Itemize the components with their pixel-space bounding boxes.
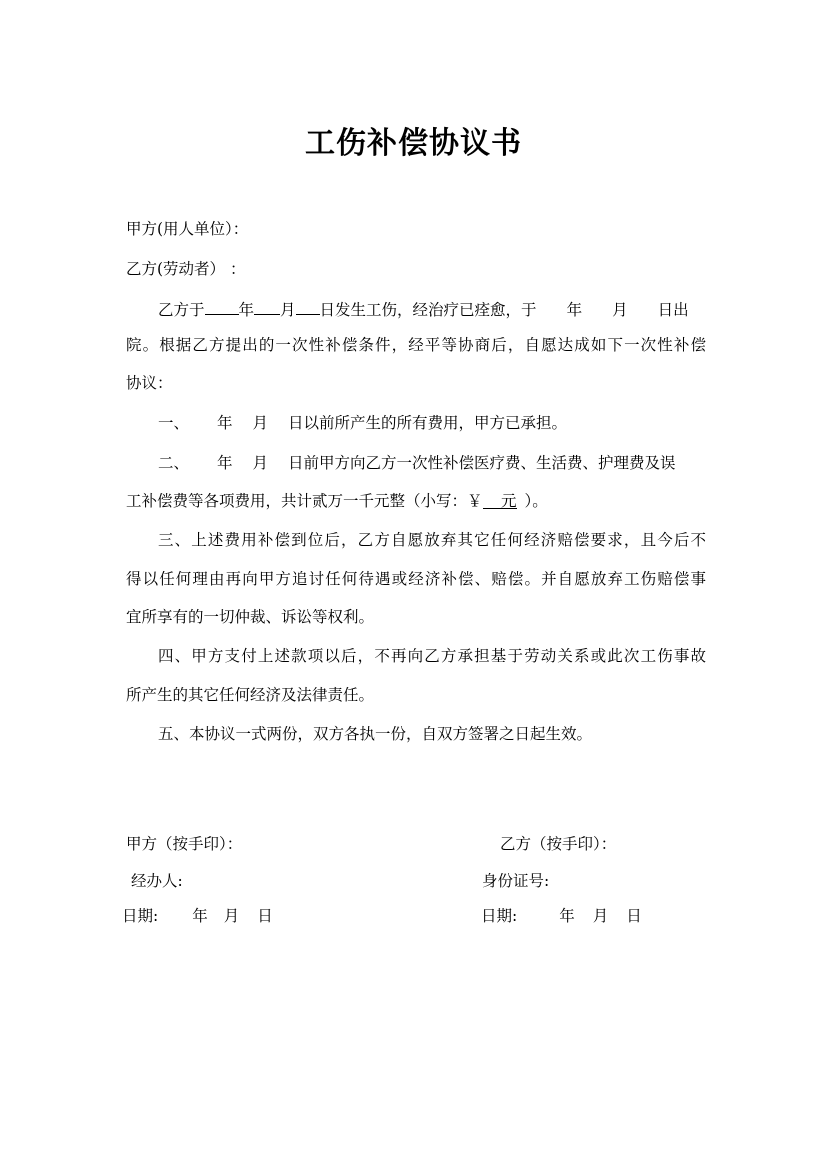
blank-month bbox=[254, 297, 280, 315]
clause-2-close: ）。 bbox=[524, 492, 548, 510]
clause-2-text: 日前甲方向乙方一次性补偿医疗费、生活费、护理费及误 bbox=[288, 454, 676, 472]
id-number-label: 身份证号: bbox=[482, 872, 550, 890]
party-a-line bbox=[126, 219, 706, 239]
date-b-day: 日 bbox=[626, 907, 642, 925]
clause-4-line-1: 四、甲方支付上述款项以后，不再向乙方承担基于劳动关系或此次工伤事故 bbox=[158, 647, 706, 665]
party-a-signature-label: 甲方（按手印）： bbox=[126, 835, 243, 853]
intro-text-1: 乙方于 bbox=[158, 301, 205, 319]
date-b-month: 月 bbox=[592, 907, 609, 925]
document-title: 工伤补偿协议书 bbox=[305, 126, 522, 161]
amount-unit: 元 bbox=[501, 492, 517, 510]
party-b-line bbox=[126, 259, 706, 279]
intro-year: 年 bbox=[238, 301, 255, 319]
handler-label: 经办人: bbox=[131, 872, 183, 890]
clause-4-line-2: 所产生的其它任何经济及法律责任。 bbox=[126, 686, 375, 704]
blank-day bbox=[296, 297, 320, 315]
intro-month-2: 月 bbox=[612, 301, 628, 319]
clause-1-number: 一、 bbox=[158, 414, 190, 432]
intro-month: 月 bbox=[280, 301, 296, 319]
intro-text-3: 日出 bbox=[657, 301, 689, 319]
clause-2-line-1 bbox=[126, 453, 706, 473]
date-b-label: 日期: bbox=[481, 907, 518, 925]
clause-3-line-1: 三、上述费用补偿到位后，乙方自愿放弃其它任何经济赔偿要求，且今后不 bbox=[158, 531, 706, 549]
party-b-signature-label: 乙方（按手印）： bbox=[500, 835, 617, 853]
clause-3-line-2: 得以任何理由再向甲方追讨任何待遇或经济补偿、赔偿。并自愿放弃工伤赔偿事 bbox=[126, 570, 706, 588]
clause-2-number: 二、 bbox=[158, 454, 190, 472]
date-b-line bbox=[481, 906, 642, 926]
party-a-label: 甲方(用人单位）： bbox=[126, 220, 249, 238]
intro-line-1 bbox=[126, 297, 706, 320]
blank-year bbox=[205, 297, 239, 315]
clause-5-line-1: 五、本协议一式两份，双方各执一份，自双方签署之日起生效。 bbox=[158, 725, 593, 743]
clause-2-month: 月 bbox=[252, 454, 269, 472]
clause-3-line-3: 宜所享有的一切仲裁、诉讼等权利。 bbox=[126, 608, 375, 626]
date-b-year: 年 bbox=[559, 907, 575, 925]
date-a-day: 日 bbox=[257, 907, 273, 925]
clause-2-line-2 bbox=[126, 491, 706, 511]
date-a-label: 日期: bbox=[122, 907, 159, 925]
date-a-line bbox=[122, 906, 273, 926]
intro-year-2: 年 bbox=[566, 301, 583, 319]
clause-1-year: 年 bbox=[217, 414, 233, 432]
date-a-year: 年 bbox=[192, 907, 208, 925]
amount-blank bbox=[483, 491, 517, 509]
clause-2-year: 年 bbox=[217, 454, 233, 472]
intro-line-3: 协议： bbox=[126, 374, 173, 392]
intro-text-2: 日发生工伤，经治疗已痊愈，于 bbox=[319, 301, 537, 319]
clause-1-text: 日以前所产生的所有费用，甲方已承担。 bbox=[288, 414, 568, 432]
intro-line-2: 院。根据乙方提出的一次性补偿条件，经平等协商后，自愿达成如下一次性补偿 bbox=[126, 336, 706, 354]
clause-1-month: 月 bbox=[252, 414, 269, 432]
party-b-label: 乙方(劳动者） ： bbox=[126, 260, 246, 278]
date-a-month: 月 bbox=[223, 907, 240, 925]
clause-2-total-text: 工补偿费等各项费用，共计贰万一千元整（小写：￥ bbox=[126, 492, 483, 510]
clause-1-line bbox=[126, 413, 706, 433]
